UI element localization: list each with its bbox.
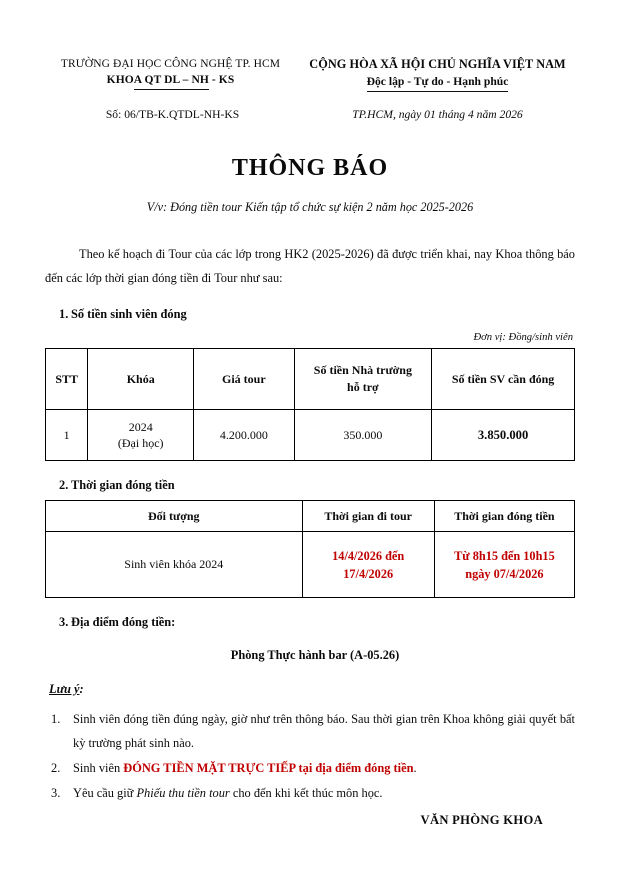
note-1-plain: Sinh viên đóng tiền đúng ngày, giờ như trên thông báo. Sau thời gian trên Khoa không giải quyết bất kỳ trường phát sinh nào.: [73, 712, 575, 750]
header-left-block: [45, 56, 300, 92]
notes-label: [45, 679, 575, 699]
fee-cell-stt: 1: [46, 410, 88, 461]
intro-paragraph: Theo kế hoạch đi Tour của các lớp trong HK2 (2025-2026) đã được triển khai, nay Khoa thông báo đến các lớp thời gian đóng tiền đi Tour như sau:: [45, 247, 575, 285]
signature-name: VĂN PHÒNG KHOA: [420, 813, 543, 827]
note-text-2: [73, 756, 575, 780]
section-number-3: 3.: [59, 615, 69, 629]
note-number-3: 3.: [51, 786, 61, 800]
org-unit-prefix: KHO: [106, 74, 134, 86]
schedule-dong-tien-line1: Từ 8h15 đến 10h15: [454, 548, 555, 563]
notes-label-colon: :: [79, 682, 84, 696]
section-title-2: Thời gian đóng tiền: [71, 478, 175, 492]
schedule-dong-tien-line2: ngày 07/4/2026: [465, 566, 544, 581]
fee-cell-ho-tro: 350.000: [294, 410, 432, 461]
schedule-col-dong-tien: Thời gian đóng tiền: [434, 501, 574, 532]
schedule-table-header-row: [46, 501, 575, 532]
fee-cell-khoa-level: (Đại học): [117, 436, 164, 450]
organization-unit-name: [45, 72, 296, 90]
schedule-col-doi-tuong: Đối tượng: [46, 501, 303, 532]
schedule-di-tour-line1: 14/4/2026 đến: [332, 548, 405, 563]
schedule-cell-di-tour: [302, 532, 434, 598]
note-3-plain-after: cho đến khi kết thúc môn học.: [229, 786, 383, 800]
section-title-3: Địa điểm đóng tiền:: [71, 615, 176, 629]
note-text-1: [73, 707, 575, 755]
organization-parent-name: TRƯỜNG ĐẠI HỌC CÔNG NGHỆ TP. HCM: [60, 58, 281, 70]
fee-col-sv-dong: Số tiền SV cần đóng: [432, 349, 575, 410]
table-row: [46, 532, 575, 598]
note-2-plain-before: Sinh viên: [73, 761, 124, 775]
notes-label-text: Lưu ý: [49, 682, 80, 696]
org-unit-suffix: - KS: [208, 74, 235, 86]
national-motto-text: Độc lập - Tự do - Hạnh phúc: [367, 73, 509, 92]
fee-col-gia-tour: Giá tour: [194, 349, 295, 410]
fee-col-ho-tro: [294, 349, 432, 410]
schedule-table-wrapper: [45, 500, 575, 598]
fee-cell-khoa-year: 2024: [128, 420, 153, 434]
schedule-di-tour-line2: 17/4/2026: [343, 566, 394, 581]
document-subheader: [0, 92, 620, 123]
document-header: [0, 0, 620, 92]
fee-cell-sv-dong: 3.850.000: [432, 410, 575, 461]
list-item: [45, 707, 575, 755]
page-title: THÔNG BÁO: [231, 155, 389, 181]
nation-title: CỘNG HÒA XÃ HỘI CHỦ NGHĨA VIỆT NAM: [309, 57, 566, 71]
title-block: [0, 153, 620, 216]
section-heading-location: [45, 612, 575, 632]
fee-table-header-row: [46, 349, 575, 410]
note-number-2: 2.: [51, 761, 61, 775]
note-3-emphasis: Phiếu thu tiền tour: [136, 786, 230, 800]
section-heading-fee: [45, 304, 575, 324]
note-text-3: [73, 781, 575, 805]
fee-table: [45, 348, 575, 461]
schedule-cell-doi-tuong: Sinh viên khóa 2024: [46, 532, 303, 598]
reference-number: Số: 06/TB-K.QTDL-NH-KS: [105, 108, 240, 121]
unit-note: Đơn vị: Đồng/sinh viên: [473, 332, 573, 343]
signature-block: [45, 810, 575, 830]
note-3-plain-before: Yêu cầu giữ: [73, 786, 137, 800]
note-2-emphasis: ĐÓNG TIỀN MẶT TRỰC TIẾP tại địa điểm đóng tiền: [123, 761, 414, 775]
section-number-1: 1.: [59, 307, 69, 321]
note-number-1: 1.: [51, 712, 61, 726]
fee-cell-gia-tour: 4.200.000: [194, 410, 295, 461]
table-row: [46, 410, 575, 461]
place-and-date: TP.HCM, ngày 01 tháng 4 năm 2026: [352, 108, 523, 121]
document-subject: V/v: Đóng tiền tour Kiến tập tổ chức sự kiện 2 năm học 2025-2026: [146, 200, 474, 214]
fee-col-stt: STT: [46, 349, 88, 410]
section-heading-schedule: [45, 475, 575, 495]
fee-cell-khoa: [88, 410, 194, 461]
section-number-2: 2.: [59, 478, 69, 492]
notes-list: [45, 707, 575, 805]
note-2-plain-after: .: [413, 761, 417, 775]
org-unit-underlined-part: A QT DL – NH: [134, 72, 209, 90]
fee-col-ho-tro-line1: Số tiền Nhà trường: [313, 363, 412, 377]
payment-location: Phòng Thực hành bar (A-05.26): [230, 648, 400, 662]
list-item: [45, 756, 575, 780]
national-motto: [300, 73, 575, 92]
section-title-1: Số tiền sinh viên đóng: [71, 307, 187, 321]
list-item: [45, 781, 575, 805]
fee-col-ho-tro-line2: hỗ trợ: [347, 380, 379, 394]
schedule-cell-dong-tien: [434, 532, 574, 598]
fee-col-khoa: Khóa: [88, 349, 194, 410]
document-body: [0, 242, 620, 830]
schedule-col-di-tour: Thời gian đi tour: [302, 501, 434, 532]
schedule-table: [45, 500, 575, 598]
header-right-block: [300, 56, 575, 92]
